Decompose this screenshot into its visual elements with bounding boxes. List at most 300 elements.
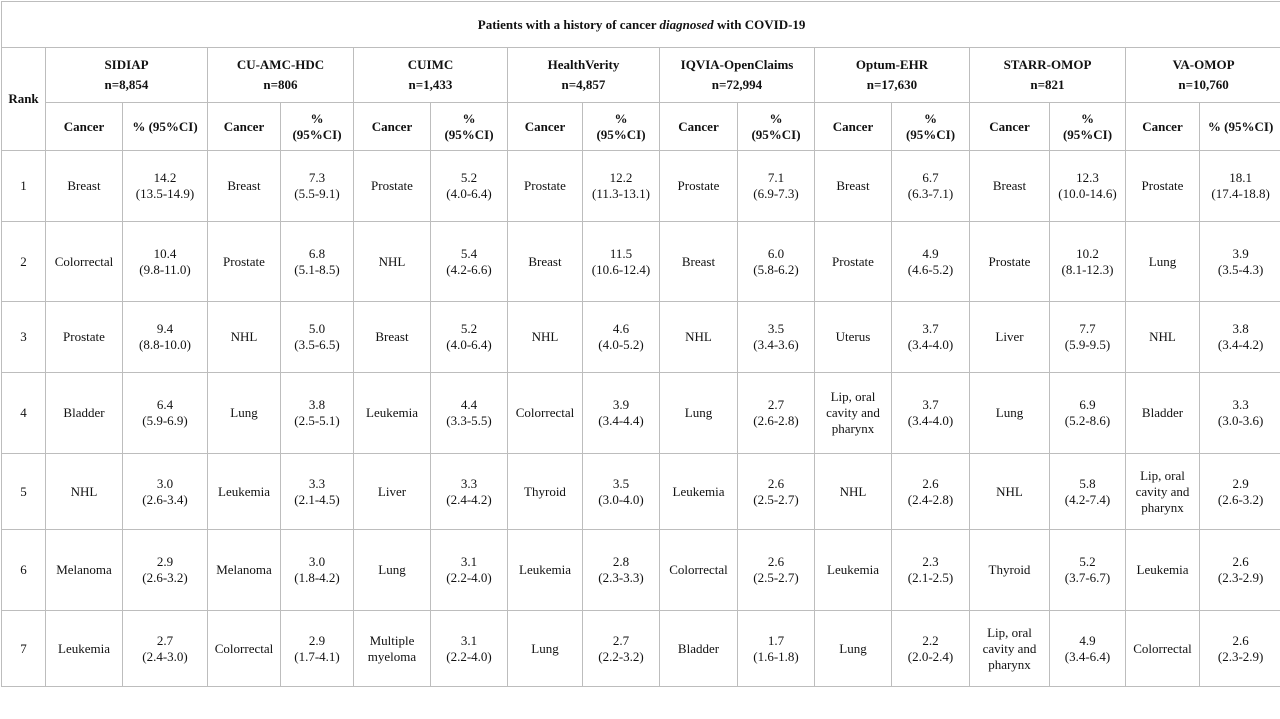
rank-cell: 5 — [2, 454, 46, 530]
cancer-cell — [46, 222, 123, 302]
confidence-interval: (3.5-4.3) — [1203, 262, 1278, 278]
confidence-interval: (3.7-6.7) — [1053, 570, 1122, 586]
cancer-name: Prostate — [49, 329, 119, 345]
confidence-interval: (1.7-4.1) — [284, 649, 350, 665]
cancer-name: Prostate — [663, 178, 734, 194]
cancer-name: Thyroid — [973, 562, 1046, 578]
percent-cell — [583, 222, 660, 302]
confidence-interval: (1.6-1.8) — [741, 649, 811, 665]
cancer-cell — [354, 222, 431, 302]
db-count: n=10,760 — [1129, 77, 1278, 93]
percent-cell — [431, 454, 508, 530]
rank-cell: 2 — [2, 222, 46, 302]
percent-cell — [738, 222, 815, 302]
percent-value: 3.7 — [895, 321, 966, 337]
cancer-cell — [1126, 222, 1200, 302]
percent-value: 14.2 — [126, 170, 204, 186]
db-header-cu-amc-hdc — [208, 48, 354, 103]
confidence-interval: (3.4-4.2) — [1203, 337, 1278, 353]
cancer-cell — [354, 373, 431, 454]
percent-value: 2.6 — [1203, 554, 1278, 570]
cancer-name: Liver — [973, 329, 1046, 345]
table-row — [2, 611, 1280, 687]
confidence-interval: (17.4-18.8) — [1203, 186, 1278, 202]
pct-header — [738, 103, 815, 151]
percent-cell — [583, 373, 660, 454]
percent-cell — [281, 151, 354, 222]
cancer-cell — [46, 302, 123, 373]
confidence-interval: (5.5-9.1) — [284, 186, 350, 202]
db-name: HealthVerity — [511, 57, 656, 73]
percent-cell — [431, 611, 508, 687]
percent-cell — [1050, 302, 1126, 373]
percent-cell — [123, 373, 208, 454]
confidence-interval: (3.4-3.6) — [741, 337, 811, 353]
percent-value: 5.2 — [434, 321, 504, 337]
pct-header-line: (95%CI) — [1053, 127, 1122, 143]
confidence-interval: (10.0-14.6) — [1053, 186, 1122, 202]
rank-cell: 3 — [2, 302, 46, 373]
cancer-covid-table — [1, 1, 1280, 687]
confidence-interval: (2.6-3.4) — [126, 492, 204, 508]
percent-value: 12.3 — [1053, 170, 1122, 186]
cancer-cell — [508, 530, 583, 611]
percent-cell — [583, 530, 660, 611]
confidence-interval: (5.9-6.9) — [126, 413, 204, 429]
percent-value: 5.0 — [284, 321, 350, 337]
cancer-cell — [970, 454, 1050, 530]
percent-value: 3.3 — [1203, 397, 1278, 413]
cancer-name: Prostate — [511, 178, 579, 194]
db-count: n=17,630 — [818, 77, 966, 93]
percent-value: 3.7 — [895, 397, 966, 413]
cancer-cell — [46, 530, 123, 611]
cancer-name: NHL — [818, 484, 888, 500]
cancer-cell — [508, 302, 583, 373]
percent-value: 2.9 — [284, 633, 350, 649]
percent-cell — [892, 302, 970, 373]
cancer-header: Cancer — [354, 103, 431, 151]
cancer-name: Prostate — [1129, 178, 1196, 194]
cancer-name: Liver — [357, 484, 427, 500]
percent-cell — [738, 530, 815, 611]
cancer-cell — [354, 454, 431, 530]
percent-cell — [1200, 151, 1280, 222]
percent-value: 5.2 — [1053, 554, 1122, 570]
percent-cell — [583, 611, 660, 687]
rank-header: Rank — [2, 48, 46, 151]
percent-cell — [1200, 302, 1280, 373]
percent-cell — [281, 454, 354, 530]
pct-header-line: % — [586, 111, 656, 127]
cancer-name: Lung — [211, 405, 277, 421]
percent-value: 4.6 — [586, 321, 656, 337]
cancer-cell — [970, 302, 1050, 373]
percent-cell — [892, 151, 970, 222]
pct-header — [1050, 103, 1126, 151]
percent-cell — [1200, 373, 1280, 454]
percent-cell — [281, 530, 354, 611]
rank-cell: 1 — [2, 151, 46, 222]
percent-value: 10.2 — [1053, 246, 1122, 262]
percent-cell — [281, 373, 354, 454]
cancer-cell — [46, 151, 123, 222]
confidence-interval: (2.6-3.2) — [126, 570, 204, 586]
pct-header-line: (95%CI) — [895, 127, 966, 143]
cancer-name: Thyroid — [511, 484, 579, 500]
cancer-cell — [815, 151, 892, 222]
cancer-name: Lung — [663, 405, 734, 421]
table-title — [2, 2, 1280, 48]
confidence-interval: (2.3-2.9) — [1203, 649, 1278, 665]
confidence-interval: (6.9-7.3) — [741, 186, 811, 202]
cancer-cell — [1126, 302, 1200, 373]
percent-cell — [738, 454, 815, 530]
cancer-name: Lung — [511, 641, 579, 657]
cancer-cell — [508, 454, 583, 530]
db-header-optum-ehr — [815, 48, 970, 103]
percent-cell — [431, 222, 508, 302]
pct-header-line: (95%CI) — [434, 127, 504, 143]
percent-value: 2.6 — [895, 476, 966, 492]
confidence-interval: (4.2-7.4) — [1053, 492, 1122, 508]
cancer-cell — [815, 611, 892, 687]
cancer-cell — [208, 302, 281, 373]
cancer-cell — [46, 454, 123, 530]
confidence-interval: (2.0-2.4) — [895, 649, 966, 665]
confidence-interval: (9.8-11.0) — [126, 262, 204, 278]
percent-cell — [738, 302, 815, 373]
cancer-name: Multiple myeloma — [357, 633, 427, 665]
db-header-starr-omop — [970, 48, 1126, 103]
percent-cell — [431, 302, 508, 373]
cancer-cell — [660, 611, 738, 687]
db-name: Optum-EHR — [818, 57, 966, 73]
confidence-interval: (3.0-3.6) — [1203, 413, 1278, 429]
percent-value: 6.7 — [895, 170, 966, 186]
percent-value: 6.0 — [741, 246, 811, 262]
db-name: CU-AMC-HDC — [211, 57, 350, 73]
table-row — [2, 151, 1280, 222]
cancer-cell — [970, 530, 1050, 611]
percent-value: 3.0 — [284, 554, 350, 570]
title-text-before: Patients with a history of cancer — [478, 17, 660, 32]
confidence-interval: (4.6-5.2) — [895, 262, 966, 278]
title-text-after: with COVID-19 — [714, 17, 806, 32]
cancer-cell — [46, 611, 123, 687]
confidence-interval: (5.8-6.2) — [741, 262, 811, 278]
cancer-name: Bladder — [49, 405, 119, 421]
percent-value: 4.4 — [434, 397, 504, 413]
percent-value: 2.3 — [895, 554, 966, 570]
db-header-sidiap — [46, 48, 208, 103]
pct-header: % (95%CI) — [1200, 103, 1280, 151]
percent-cell — [431, 373, 508, 454]
percent-value: 4.9 — [895, 246, 966, 262]
confidence-interval: (2.6-3.2) — [1203, 492, 1278, 508]
percent-value: 2.6 — [741, 476, 811, 492]
percent-cell — [281, 611, 354, 687]
cancer-name: Breast — [211, 178, 277, 194]
db-count: n=806 — [211, 77, 350, 93]
percent-value: 9.4 — [126, 321, 204, 337]
cancer-name: Breast — [357, 329, 427, 345]
percent-value: 18.1 — [1203, 170, 1278, 186]
cancer-cell — [208, 611, 281, 687]
percent-cell — [123, 302, 208, 373]
percent-value: 1.7 — [741, 633, 811, 649]
pct-header-line: % — [284, 111, 350, 127]
cancer-header: Cancer — [970, 103, 1050, 151]
percent-cell — [123, 151, 208, 222]
percent-value: 2.6 — [1203, 633, 1278, 649]
percent-value: 3.9 — [586, 397, 656, 413]
cancer-cell — [815, 454, 892, 530]
cancer-cell — [970, 151, 1050, 222]
cancer-cell — [208, 530, 281, 611]
db-name: STARR-OMOP — [973, 57, 1122, 73]
percent-value: 2.7 — [126, 633, 204, 649]
percent-cell — [738, 611, 815, 687]
percent-cell — [892, 611, 970, 687]
percent-cell — [281, 222, 354, 302]
cancer-name: Lung — [818, 641, 888, 657]
cancer-name: Breast — [511, 254, 579, 270]
cancer-cell — [354, 302, 431, 373]
cancer-cell — [1126, 373, 1200, 454]
cancer-name: Melanoma — [211, 562, 277, 578]
confidence-interval: (8.1-12.3) — [1053, 262, 1122, 278]
cancer-cell — [208, 373, 281, 454]
percent-value: 5.4 — [434, 246, 504, 262]
percent-value: 2.6 — [741, 554, 811, 570]
cancer-name: Colorrectal — [663, 562, 734, 578]
cancer-cell — [354, 151, 431, 222]
cancer-name: Prostate — [818, 254, 888, 270]
percent-value: 3.1 — [434, 633, 504, 649]
percent-value: 11.5 — [586, 246, 656, 262]
confidence-interval: (4.2-6.6) — [434, 262, 504, 278]
cancer-cell — [970, 222, 1050, 302]
pct-header: % (95%CI) — [123, 103, 208, 151]
cancer-header: Cancer — [1126, 103, 1200, 151]
percent-value: 3.3 — [284, 476, 350, 492]
db-count: n=8,854 — [49, 77, 204, 93]
percent-value: 2.9 — [1203, 476, 1278, 492]
db-header-cuimc — [354, 48, 508, 103]
confidence-interval: (5.1-8.5) — [284, 262, 350, 278]
percent-value: 4.9 — [1053, 633, 1122, 649]
cancer-name: NHL — [973, 484, 1046, 500]
percent-value: 7.7 — [1053, 321, 1122, 337]
percent-cell — [1200, 222, 1280, 302]
percent-value: 3.8 — [1203, 321, 1278, 337]
db-header-healthverity — [508, 48, 660, 103]
table-body — [2, 151, 1280, 687]
confidence-interval: (2.4-4.2) — [434, 492, 504, 508]
cancer-name: NHL — [663, 329, 734, 345]
percent-cell — [1050, 373, 1126, 454]
percent-value: 2.7 — [586, 633, 656, 649]
cancer-header: Cancer — [660, 103, 738, 151]
db-header-va-omop — [1126, 48, 1280, 103]
cancer-name: NHL — [1129, 329, 1196, 345]
cancer-header: Cancer — [208, 103, 281, 151]
percent-value: 7.1 — [741, 170, 811, 186]
percent-cell — [123, 611, 208, 687]
confidence-interval: (2.3-3.3) — [586, 570, 656, 586]
cancer-name: Prostate — [357, 178, 427, 194]
percent-cell — [583, 302, 660, 373]
percent-cell — [583, 151, 660, 222]
db-name: CUIMC — [357, 57, 504, 73]
pct-header-line: (95%CI) — [586, 127, 656, 143]
cancer-name: Lung — [357, 562, 427, 578]
percent-value: 3.3 — [434, 476, 504, 492]
percent-cell — [892, 454, 970, 530]
cancer-cell — [660, 454, 738, 530]
cancer-cell — [815, 302, 892, 373]
cancer-name: Leukemia — [357, 405, 427, 421]
confidence-interval: (2.4-2.8) — [895, 492, 966, 508]
percent-cell — [738, 151, 815, 222]
table-row — [2, 454, 1280, 530]
percent-value: 6.4 — [126, 397, 204, 413]
confidence-interval: (2.5-5.1) — [284, 413, 350, 429]
percent-value: 10.4 — [126, 246, 204, 262]
confidence-interval: (4.0-6.4) — [434, 186, 504, 202]
cancer-name: Lip, oral cavity and pharynx — [1129, 468, 1196, 516]
cancer-name: Prostate — [211, 254, 277, 270]
cancer-name: NHL — [211, 329, 277, 345]
cancer-name: Leukemia — [49, 641, 119, 657]
db-name: VA-OMOP — [1129, 57, 1278, 73]
confidence-interval: (2.5-2.7) — [741, 492, 811, 508]
confidence-interval: (3.4-6.4) — [1053, 649, 1122, 665]
percent-value: 3.5 — [586, 476, 656, 492]
cancer-name: Leukemia — [511, 562, 579, 578]
cancer-cell — [660, 302, 738, 373]
percent-value: 2.2 — [895, 633, 966, 649]
percent-cell — [1050, 222, 1126, 302]
pct-header-line: (95%CI) — [284, 127, 350, 143]
cancer-cell — [208, 454, 281, 530]
confidence-interval: (2.1-4.5) — [284, 492, 350, 508]
percent-cell — [431, 151, 508, 222]
cancer-cell — [1126, 454, 1200, 530]
percent-cell — [892, 222, 970, 302]
percent-value: 2.8 — [586, 554, 656, 570]
percent-value: 3.5 — [741, 321, 811, 337]
cancer-name: Bladder — [1129, 405, 1196, 421]
cancer-cell — [46, 373, 123, 454]
cancer-cell — [815, 222, 892, 302]
percent-cell — [123, 530, 208, 611]
pct-header-line: % — [434, 111, 504, 127]
cancer-cell — [508, 222, 583, 302]
table-row — [2, 530, 1280, 611]
cancer-cell — [354, 530, 431, 611]
pct-header-line: % — [741, 111, 811, 127]
cancer-name: Leukemia — [663, 484, 734, 500]
cancer-name: Colorrectal — [511, 405, 579, 421]
percent-cell — [583, 454, 660, 530]
cancer-name: NHL — [357, 254, 427, 270]
confidence-interval: (2.4-3.0) — [126, 649, 204, 665]
cancer-name: NHL — [49, 484, 119, 500]
cancer-cell — [660, 530, 738, 611]
percent-value: 2.7 — [741, 397, 811, 413]
db-name: IQVIA-OpenClaims — [663, 57, 811, 73]
db-count: n=821 — [973, 77, 1122, 93]
confidence-interval: (5.9-9.5) — [1053, 337, 1122, 353]
cancer-cell — [1126, 151, 1200, 222]
percent-value: 6.8 — [284, 246, 350, 262]
db-header-iqvia-openclaims — [660, 48, 815, 103]
pct-header — [583, 103, 660, 151]
confidence-interval: (2.1-2.5) — [895, 570, 966, 586]
confidence-interval: (4.0-5.2) — [586, 337, 656, 353]
cancer-cell — [208, 222, 281, 302]
cancer-name: Leukemia — [818, 562, 888, 578]
db-count: n=4,857 — [511, 77, 656, 93]
percent-cell — [123, 454, 208, 530]
rank-cell: 4 — [2, 373, 46, 454]
cancer-cell — [660, 222, 738, 302]
confidence-interval: (10.6-12.4) — [586, 262, 656, 278]
title-text-emphasis: diagnosed — [660, 17, 714, 32]
confidence-interval: (3.5-6.5) — [284, 337, 350, 353]
cancer-name: Lung — [1129, 254, 1196, 270]
cancer-cell — [1126, 530, 1200, 611]
percent-value: 5.8 — [1053, 476, 1122, 492]
cancer-name: Colorrectal — [49, 254, 119, 270]
db-count: n=72,994 — [663, 77, 811, 93]
percent-cell — [738, 373, 815, 454]
cancer-cell — [815, 373, 892, 454]
cancer-cell — [660, 373, 738, 454]
cancer-name: NHL — [511, 329, 579, 345]
cancer-cell — [660, 151, 738, 222]
cancer-name: Uterus — [818, 329, 888, 345]
table-row — [2, 302, 1280, 373]
pct-header-line: % — [895, 111, 966, 127]
cancer-name: Leukemia — [1129, 562, 1196, 578]
percent-cell — [1200, 611, 1280, 687]
percent-cell — [281, 302, 354, 373]
cancer-name: Lip, oral cavity and pharynx — [973, 625, 1046, 673]
confidence-interval: (2.3-2.9) — [1203, 570, 1278, 586]
percent-value: 6.9 — [1053, 397, 1122, 413]
pct-header — [281, 103, 354, 151]
confidence-interval: (3.4-4.0) — [895, 413, 966, 429]
rank-cell: 7 — [2, 611, 46, 687]
cancer-cell — [508, 373, 583, 454]
confidence-interval: (4.0-6.4) — [434, 337, 504, 353]
confidence-interval: (13.5-14.9) — [126, 186, 204, 202]
cancer-name: Melanoma — [49, 562, 119, 578]
confidence-interval: (5.2-8.6) — [1053, 413, 1122, 429]
db-name: SIDIAP — [49, 57, 204, 73]
percent-value: 7.3 — [284, 170, 350, 186]
confidence-interval: (3.4-4.0) — [895, 337, 966, 353]
percent-cell — [1050, 530, 1126, 611]
confidence-interval: (6.3-7.1) — [895, 186, 966, 202]
cancer-name: Bladder — [663, 641, 734, 657]
confidence-interval: (3.0-4.0) — [586, 492, 656, 508]
confidence-interval: (8.8-10.0) — [126, 337, 204, 353]
table-row — [2, 222, 1280, 302]
